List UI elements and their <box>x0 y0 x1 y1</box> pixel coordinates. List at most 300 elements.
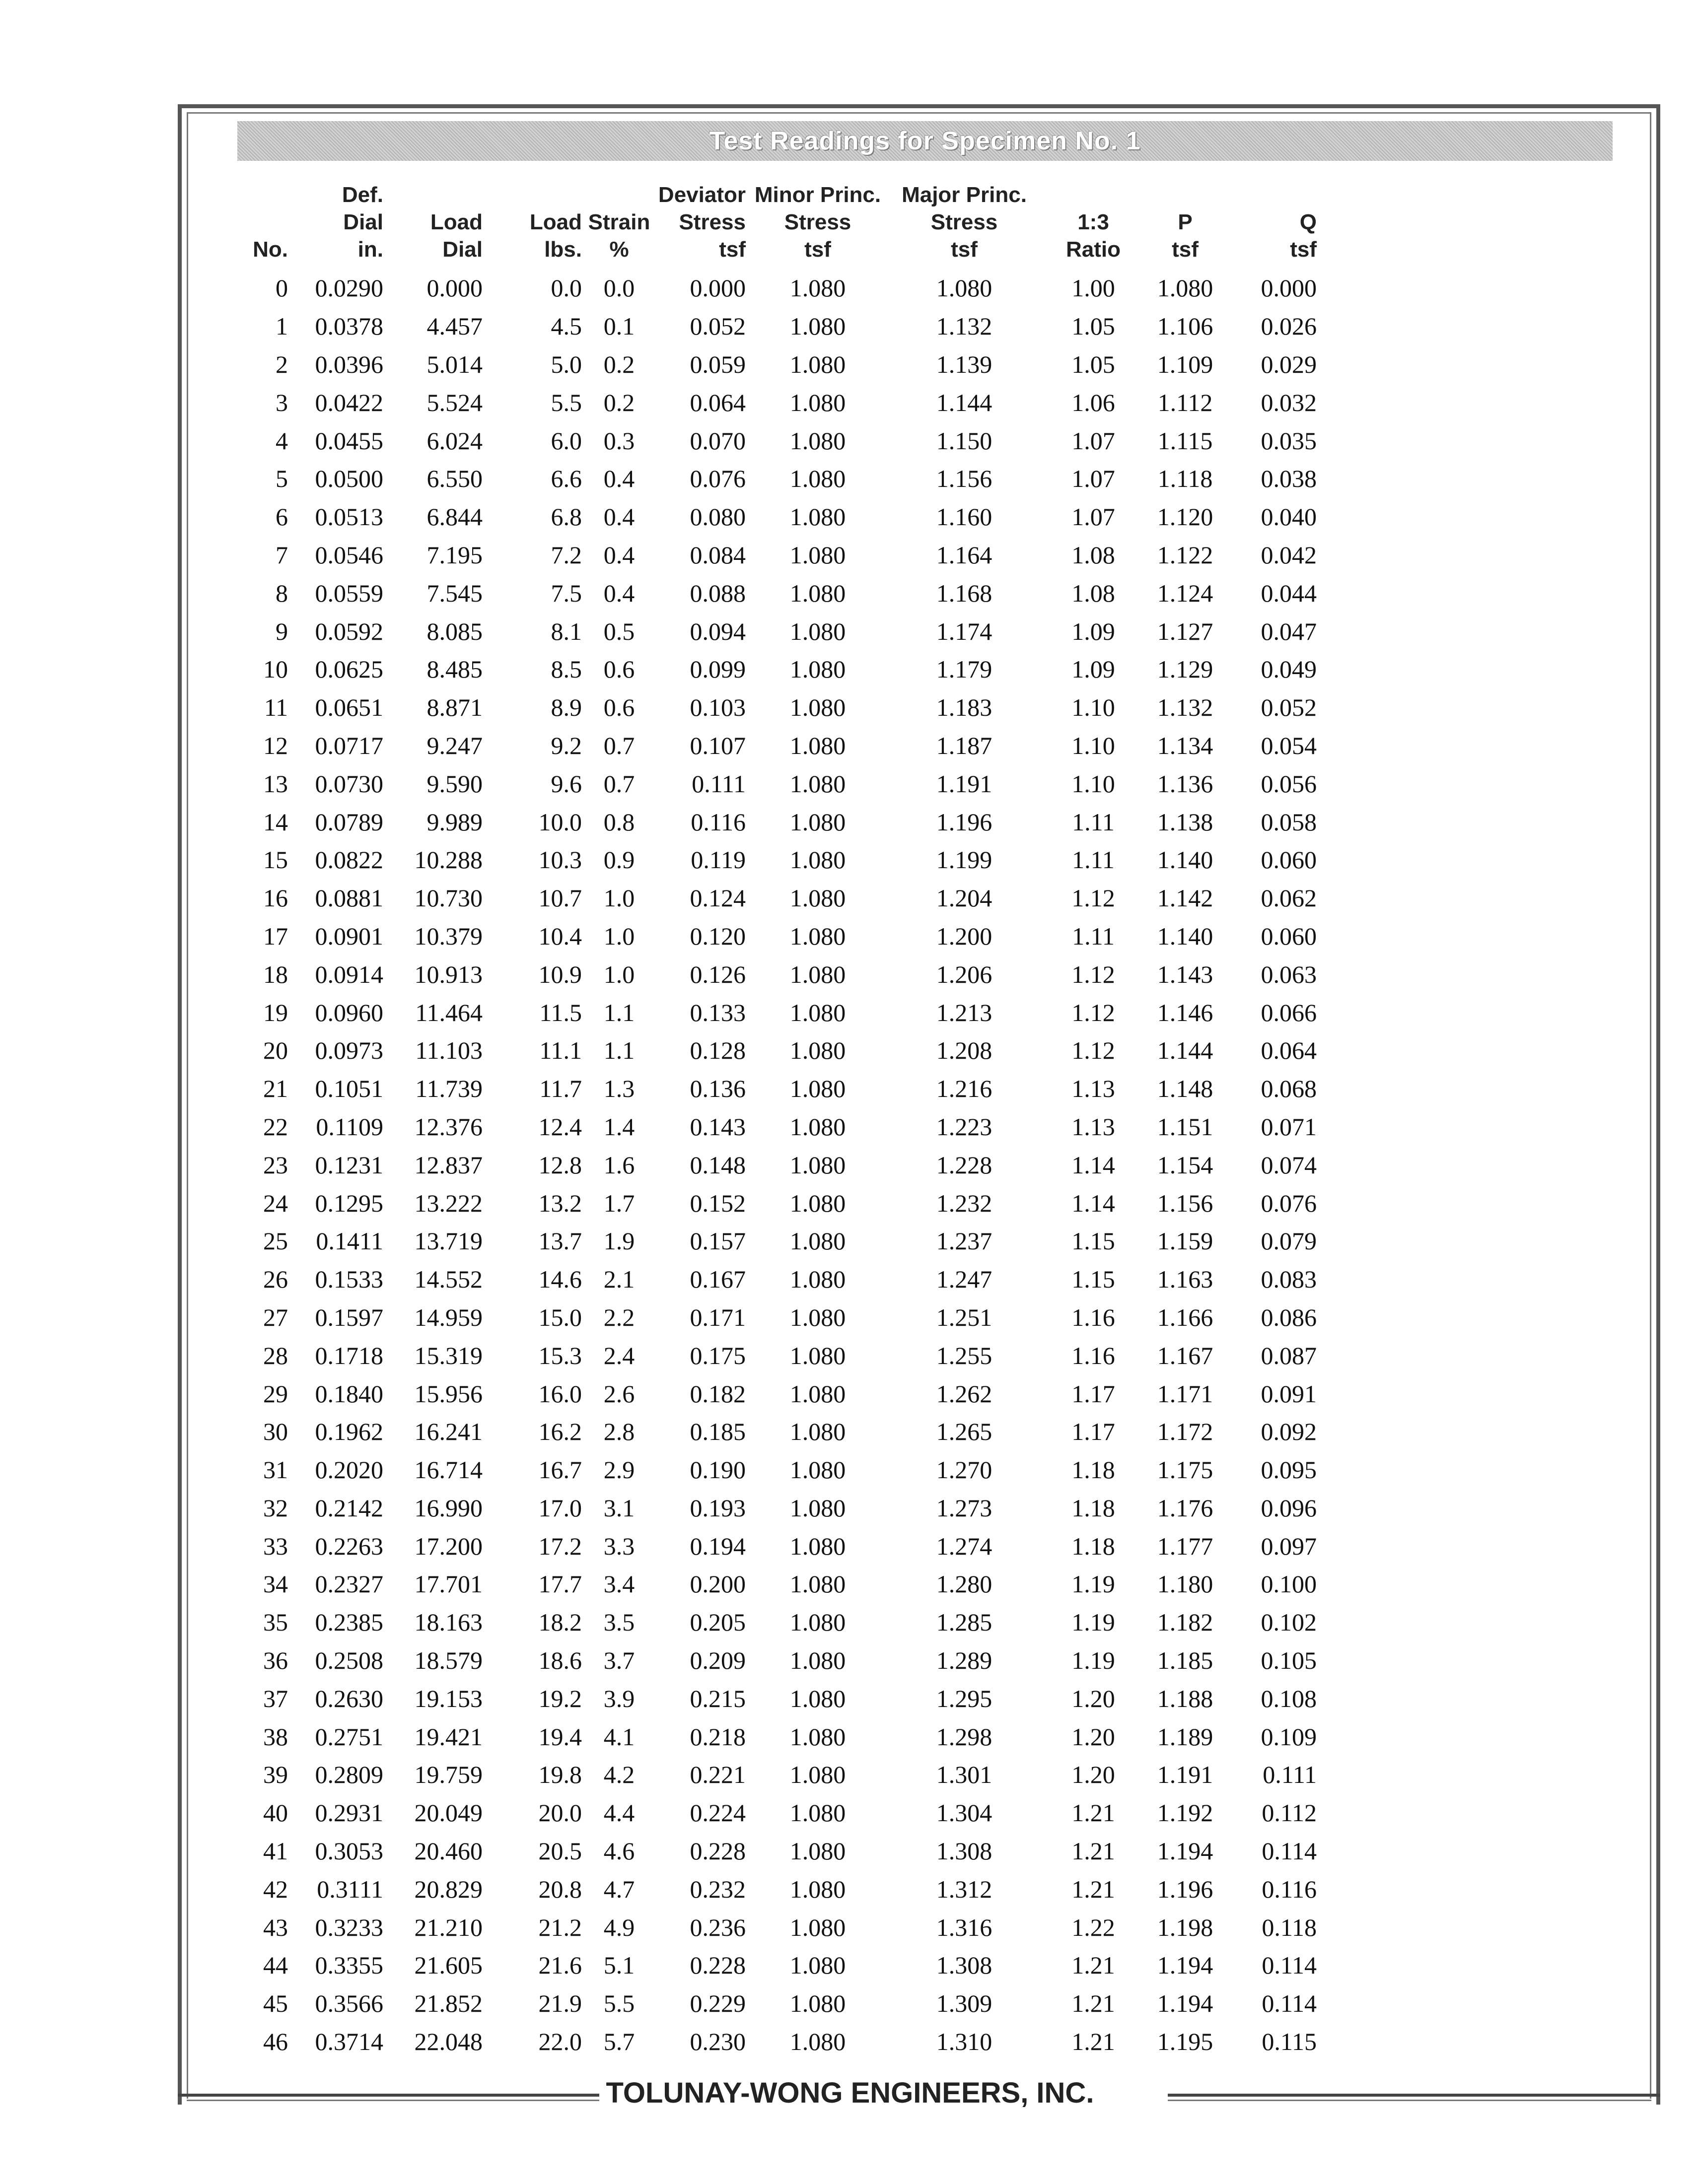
cell-q: 0.071 <box>1261 1112 1317 1141</box>
table-header-row <box>233 174 1317 269</box>
cell-load-lbs: 0.0 <box>551 274 582 302</box>
cell-q: 0.109 <box>1261 1722 1317 1751</box>
cell-q: 0.100 <box>1261 1570 1317 1598</box>
cell-no: 15 <box>263 846 288 874</box>
table-row <box>233 1756 1317 1794</box>
cell-p: 1.188 <box>1157 1684 1213 1712</box>
cell-ratio: 1.21 <box>1071 1837 1115 1865</box>
cell-p: 1.166 <box>1157 1303 1213 1331</box>
cell-major-princ-stress: 1.183 <box>936 693 992 722</box>
cell-major-princ-stress: 1.179 <box>936 655 992 683</box>
cell-load-dial: 9.989 <box>426 808 483 836</box>
cell-major-princ-stress: 1.285 <box>936 1608 992 1637</box>
cell-no: 45 <box>263 1989 288 2018</box>
cell-major-princ-stress: 1.298 <box>936 1722 992 1751</box>
table-row <box>233 536 1317 574</box>
column-header-line: Load <box>529 210 582 234</box>
cell-p: 1.134 <box>1157 731 1213 759</box>
column-header-line <box>1039 181 1148 208</box>
cell-q: 0.058 <box>1261 808 1317 836</box>
cell-no: 18 <box>263 960 288 988</box>
cell-ratio: 1.14 <box>1071 1151 1115 1179</box>
cell-p: 1.146 <box>1157 998 1213 1026</box>
title-banner <box>237 121 1613 161</box>
cell-load-dial: 14.959 <box>414 1303 483 1331</box>
cell-def-dial: 0.1109 <box>316 1112 383 1141</box>
cell-q: 0.044 <box>1261 579 1317 607</box>
cell-major-princ-stress: 1.316 <box>936 1913 992 1941</box>
column-header-line: in. <box>357 237 383 262</box>
table-row <box>233 1260 1317 1298</box>
cell-no: 46 <box>263 2028 288 2056</box>
cell-load-lbs: 4.5 <box>551 312 582 341</box>
cell-load-lbs: 17.0 <box>538 1494 582 1522</box>
cell-q: 0.111 <box>1263 1761 1317 1789</box>
cell-load-lbs: 16.7 <box>538 1456 582 1484</box>
cell-load-dial: 15.319 <box>414 1341 483 1369</box>
cell-minor-princ-stress: 1.080 <box>789 1151 846 1179</box>
cell-no: 12 <box>263 731 288 759</box>
cell-deviator-stress: 0.194 <box>690 1532 746 1560</box>
cell-load-lbs: 13.7 <box>538 1227 582 1255</box>
cell-no: 44 <box>263 1951 288 1979</box>
column-header-line: Major Princ. <box>902 183 1027 207</box>
cell-p: 1.194 <box>1157 1837 1213 1865</box>
cell-major-princ-stress: 1.265 <box>936 1418 992 1446</box>
cell-p: 1.176 <box>1157 1494 1213 1522</box>
cell-strain: 1.1 <box>603 998 635 1026</box>
cell-minor-princ-stress: 1.080 <box>789 1303 846 1331</box>
cell-ratio: 1.07 <box>1071 426 1115 455</box>
cell-strain: 1.0 <box>603 922 635 950</box>
cell-no: 32 <box>263 1494 288 1522</box>
cell-major-princ-stress: 1.196 <box>936 808 992 836</box>
table-row <box>233 1336 1317 1374</box>
page-title: Test Readings for Specimen No. 1 <box>709 127 1141 155</box>
cell-strain: 1.0 <box>603 884 635 912</box>
column-header-strain <box>582 174 656 269</box>
table-row <box>233 1298 1317 1337</box>
cell-load-dial: 17.200 <box>414 1532 483 1560</box>
cell-def-dial: 0.1597 <box>315 1303 383 1331</box>
cell-def-dial: 0.0914 <box>315 960 383 988</box>
cell-minor-princ-stress: 1.080 <box>789 1112 846 1141</box>
cell-load-dial: 20.049 <box>414 1799 483 1827</box>
cell-load-dial: 18.163 <box>414 1608 483 1637</box>
cell-def-dial: 0.1718 <box>315 1341 383 1369</box>
cell-deviator-stress: 0.128 <box>690 1036 746 1065</box>
cell-no: 27 <box>263 1303 288 1331</box>
cell-p: 1.143 <box>1157 960 1213 988</box>
cell-major-princ-stress: 1.204 <box>936 884 992 912</box>
cell-deviator-stress: 0.152 <box>690 1189 746 1217</box>
cell-strain: 2.8 <box>603 1418 635 1446</box>
cell-p: 1.109 <box>1157 350 1213 378</box>
cell-def-dial: 0.0396 <box>315 350 383 378</box>
cell-no: 38 <box>263 1722 288 1751</box>
cell-p: 1.182 <box>1157 1608 1213 1637</box>
column-header-line: No. <box>253 237 288 262</box>
cell-strain: 4.7 <box>603 1875 635 1903</box>
cell-deviator-stress: 0.193 <box>690 1494 746 1522</box>
cell-strain: 5.5 <box>603 1989 635 2018</box>
cell-load-dial: 11.739 <box>415 1075 483 1103</box>
cell-minor-princ-stress: 1.080 <box>789 1684 846 1712</box>
cell-ratio: 1.11 <box>1072 808 1115 836</box>
column-header-ratio <box>1039 174 1148 269</box>
table-row <box>233 688 1317 727</box>
cell-strain: 4.9 <box>603 1913 635 1941</box>
cell-load-lbs: 21.2 <box>538 1913 582 1941</box>
cell-deviator-stress: 0.064 <box>690 388 746 416</box>
cell-minor-princ-stress: 1.080 <box>789 1036 846 1065</box>
table-row <box>233 1031 1317 1070</box>
cell-minor-princ-stress: 1.080 <box>789 960 846 988</box>
cell-load-dial: 6.550 <box>426 465 483 493</box>
cell-deviator-stress: 0.059 <box>690 350 746 378</box>
cell-no: 7 <box>276 541 288 569</box>
cell-major-princ-stress: 1.199 <box>936 846 992 874</box>
cell-def-dial: 0.2630 <box>315 1684 383 1712</box>
cell-ratio: 1.13 <box>1071 1112 1115 1141</box>
cell-minor-princ-stress: 1.080 <box>789 350 846 378</box>
cell-q: 0.060 <box>1261 846 1317 874</box>
cell-ratio: 1.12 <box>1071 1036 1115 1065</box>
cell-deviator-stress: 0.228 <box>690 1837 746 1865</box>
cell-strain: 0.6 <box>603 693 635 722</box>
cell-load-lbs: 6.0 <box>551 426 582 455</box>
cell-load-dial: 16.241 <box>414 1418 483 1446</box>
column-header-line: tsf <box>719 237 746 262</box>
column-header-line: Minor Princ. <box>754 183 881 207</box>
cell-load-dial: 0.000 <box>426 274 483 302</box>
cell-strain: 5.7 <box>603 2028 635 2056</box>
cell-deviator-stress: 0.215 <box>690 1684 746 1712</box>
cell-q: 0.054 <box>1261 731 1317 759</box>
cell-def-dial: 0.0513 <box>315 503 383 531</box>
cell-deviator-stress: 0.185 <box>690 1418 746 1446</box>
cell-no: 6 <box>276 503 288 531</box>
column-header-line: % <box>609 237 629 262</box>
cell-def-dial: 0.3053 <box>315 1837 383 1865</box>
cell-no: 41 <box>263 1837 288 1865</box>
cell-no: 17 <box>263 922 288 950</box>
cell-major-princ-stress: 1.262 <box>936 1379 992 1408</box>
cell-no: 24 <box>263 1189 288 1217</box>
cell-load-dial: 15.956 <box>414 1379 483 1408</box>
cell-q: 0.092 <box>1261 1418 1317 1446</box>
cell-ratio: 1.19 <box>1071 1570 1115 1598</box>
cell-deviator-stress: 0.205 <box>690 1608 746 1637</box>
cell-minor-princ-stress: 1.080 <box>789 1989 846 2018</box>
cell-q: 0.047 <box>1261 617 1317 645</box>
cell-minor-princ-stress: 1.080 <box>789 312 846 341</box>
cell-deviator-stress: 0.052 <box>690 312 746 341</box>
table-row <box>233 498 1317 536</box>
cell-load-lbs: 11.5 <box>539 998 582 1026</box>
cell-no: 3 <box>276 388 288 416</box>
cell-strain: 4.4 <box>603 1799 635 1827</box>
cell-deviator-stress: 0.218 <box>690 1722 746 1751</box>
cell-no: 40 <box>263 1799 288 1827</box>
cell-no: 10 <box>263 655 288 683</box>
cell-p: 1.106 <box>1157 312 1213 341</box>
cell-p: 1.132 <box>1157 693 1213 722</box>
cell-strain: 0.2 <box>603 388 635 416</box>
cell-deviator-stress: 0.148 <box>690 1151 746 1179</box>
cell-strain: 0.7 <box>603 769 635 798</box>
cell-load-lbs: 7.5 <box>551 579 582 607</box>
cell-def-dial: 0.2385 <box>315 1608 383 1637</box>
table-row <box>233 1108 1317 1146</box>
cell-ratio: 1.12 <box>1071 998 1115 1026</box>
cell-deviator-stress: 0.175 <box>690 1341 746 1369</box>
cell-strain: 1.0 <box>603 960 635 988</box>
table-row <box>233 993 1317 1031</box>
cell-deviator-stress: 0.232 <box>690 1875 746 1903</box>
cell-ratio: 1.19 <box>1071 1608 1115 1637</box>
cell-ratio: 1.14 <box>1071 1189 1115 1217</box>
cell-load-dial: 21.605 <box>414 1951 483 1979</box>
cell-load-lbs: 20.8 <box>538 1875 582 1903</box>
cell-ratio: 1.18 <box>1071 1532 1115 1560</box>
cell-ratio: 1.09 <box>1071 655 1115 683</box>
cell-strain: 0.2 <box>603 350 635 378</box>
cell-strain: 1.6 <box>603 1151 635 1179</box>
column-header-line: Stress <box>930 210 998 234</box>
cell-load-dial: 7.545 <box>426 579 483 607</box>
cell-load-dial: 13.222 <box>414 1189 483 1217</box>
column-header-load-dial <box>383 174 483 269</box>
cell-minor-princ-stress: 1.080 <box>789 693 846 722</box>
cell-minor-princ-stress: 1.080 <box>789 1722 846 1751</box>
cell-no: 4 <box>276 426 288 455</box>
cell-minor-princ-stress: 1.080 <box>789 1189 846 1217</box>
column-header-line: P <box>1178 210 1193 234</box>
cell-deviator-stress: 0.099 <box>690 655 746 683</box>
cell-minor-princ-stress: 1.080 <box>789 1341 846 1369</box>
cell-major-princ-stress: 1.187 <box>936 731 992 759</box>
column-header-major-princ-stress <box>890 174 1039 269</box>
cell-def-dial: 0.0717 <box>315 731 383 759</box>
cell-load-lbs: 14.6 <box>538 1265 582 1294</box>
cell-load-lbs: 8.9 <box>551 693 582 722</box>
cell-p: 1.189 <box>1157 1722 1213 1751</box>
cell-p: 1.127 <box>1157 617 1213 645</box>
cell-ratio: 1.21 <box>1071 1989 1115 2018</box>
column-header-line: Ratio <box>1066 237 1121 262</box>
cell-strain: 0.1 <box>603 312 635 341</box>
table-row <box>233 1641 1317 1680</box>
cell-no: 34 <box>263 1570 288 1598</box>
cell-p: 1.192 <box>1157 1799 1213 1827</box>
cell-load-dial: 6.844 <box>426 503 483 531</box>
cell-load-lbs: 15.3 <box>538 1341 582 1369</box>
cell-p: 1.196 <box>1157 1875 1213 1903</box>
cell-p: 1.180 <box>1157 1570 1213 1598</box>
cell-p: 1.115 <box>1157 426 1213 455</box>
cell-def-dial: 0.1533 <box>315 1265 383 1294</box>
cell-minor-princ-stress: 1.080 <box>789 884 846 912</box>
cell-q: 0.112 <box>1262 1799 1317 1827</box>
cell-ratio: 1.00 <box>1071 274 1115 302</box>
cell-deviator-stress: 0.230 <box>690 2028 746 2056</box>
cell-deviator-stress: 0.182 <box>690 1379 746 1408</box>
cell-def-dial: 0.0559 <box>315 579 383 607</box>
cell-def-dial: 0.1840 <box>315 1379 383 1408</box>
cell-p: 1.159 <box>1157 1227 1213 1255</box>
company-name: TOLUNAY-WONG ENGINEERS, INC. <box>599 2077 1101 2109</box>
table-row <box>233 955 1317 993</box>
cell-load-dial: 19.153 <box>414 1684 483 1712</box>
cell-load-lbs: 16.0 <box>538 1379 582 1408</box>
cell-p: 1.198 <box>1157 1913 1213 1941</box>
cell-p: 1.124 <box>1157 579 1213 607</box>
cell-no: 13 <box>263 769 288 798</box>
cell-load-dial: 16.990 <box>414 1494 483 1522</box>
cell-deviator-stress: 0.229 <box>690 1989 746 2018</box>
table-row <box>233 1984 1317 2023</box>
cell-major-princ-stress: 1.312 <box>936 1875 992 1903</box>
table-row <box>233 1832 1317 1870</box>
cell-q: 0.087 <box>1261 1341 1317 1369</box>
cell-p: 1.144 <box>1157 1036 1213 1065</box>
cell-p: 1.172 <box>1157 1418 1213 1446</box>
cell-load-lbs: 10.4 <box>538 922 582 950</box>
cell-def-dial: 0.0500 <box>315 465 383 493</box>
cell-ratio: 1.13 <box>1071 1075 1115 1103</box>
cell-load-dial: 12.376 <box>414 1112 483 1141</box>
cell-load-lbs: 12.4 <box>538 1112 582 1141</box>
cell-load-lbs: 18.2 <box>538 1608 582 1637</box>
cell-no: 19 <box>263 998 288 1026</box>
cell-minor-princ-stress: 1.080 <box>789 1532 846 1560</box>
cell-minor-princ-stress: 1.080 <box>789 465 846 493</box>
cell-no: 14 <box>263 808 288 836</box>
cell-q: 0.086 <box>1261 1303 1317 1331</box>
column-header-line: Dial <box>343 210 383 234</box>
column-header-no <box>233 174 288 269</box>
cell-ratio: 1.10 <box>1071 693 1115 722</box>
company-footer <box>0 2076 1700 2111</box>
cell-minor-princ-stress: 1.080 <box>789 846 846 874</box>
table-row <box>233 1070 1317 1108</box>
cell-minor-princ-stress: 1.080 <box>789 731 846 759</box>
cell-ratio: 1.19 <box>1071 1646 1115 1675</box>
cell-strain: 2.4 <box>603 1341 635 1369</box>
table-row <box>233 803 1317 841</box>
cell-load-lbs: 19.2 <box>538 1684 582 1712</box>
cell-q: 0.062 <box>1261 884 1317 912</box>
cell-def-dial: 0.0378 <box>315 312 383 341</box>
table-row <box>233 650 1317 688</box>
table-row <box>233 574 1317 612</box>
cell-p: 1.171 <box>1157 1379 1213 1408</box>
cell-ratio: 1.21 <box>1071 1799 1115 1827</box>
cell-minor-princ-stress: 1.080 <box>789 769 846 798</box>
cell-load-lbs: 12.8 <box>538 1151 582 1179</box>
cell-deviator-stress: 0.157 <box>690 1227 746 1255</box>
cell-ratio: 1.17 <box>1071 1418 1115 1446</box>
cell-ratio: 1.08 <box>1071 541 1115 569</box>
cell-no: 20 <box>263 1036 288 1065</box>
column-header-def-dial <box>288 174 383 269</box>
cell-no: 1 <box>276 312 288 341</box>
cell-major-princ-stress: 1.208 <box>936 1036 992 1065</box>
cell-load-dial: 5.014 <box>426 350 483 378</box>
table-row <box>233 269 1317 307</box>
cell-def-dial: 0.0789 <box>315 808 383 836</box>
cell-major-princ-stress: 1.160 <box>936 503 992 531</box>
cell-ratio: 1.07 <box>1071 503 1115 531</box>
cell-deviator-stress: 0.094 <box>690 617 746 645</box>
cell-q: 0.056 <box>1261 769 1317 798</box>
cell-q: 0.076 <box>1261 1189 1317 1217</box>
cell-minor-princ-stress: 1.080 <box>789 808 846 836</box>
cell-deviator-stress: 0.136 <box>690 1075 746 1103</box>
cell-major-princ-stress: 1.168 <box>936 579 992 607</box>
table-row <box>233 1603 1317 1641</box>
cell-ratio: 1.21 <box>1071 1951 1115 1979</box>
cell-p: 1.154 <box>1157 1151 1213 1179</box>
column-header-p <box>1148 174 1222 269</box>
cell-load-dial: 18.579 <box>414 1646 483 1675</box>
cell-def-dial: 0.0651 <box>315 693 383 722</box>
cell-no: 37 <box>263 1684 288 1712</box>
cell-minor-princ-stress: 1.080 <box>789 1494 846 1522</box>
cell-def-dial: 0.3233 <box>315 1913 383 1941</box>
cell-load-dial: 8.485 <box>426 655 483 683</box>
cell-q: 0.096 <box>1261 1494 1317 1522</box>
cell-strain: 0.9 <box>603 846 635 874</box>
cell-minor-princ-stress: 1.080 <box>789 1799 846 1827</box>
cell-major-princ-stress: 1.295 <box>936 1684 992 1712</box>
cell-minor-princ-stress: 1.080 <box>789 655 846 683</box>
cell-q: 0.116 <box>1262 1875 1317 1903</box>
cell-load-lbs: 19.8 <box>538 1761 582 1789</box>
column-header-line <box>233 181 288 208</box>
table-row <box>233 1222 1317 1260</box>
cell-deviator-stress: 0.116 <box>691 808 746 836</box>
cell-ratio: 1.20 <box>1071 1761 1115 1789</box>
cell-deviator-stress: 0.076 <box>690 465 746 493</box>
cell-load-lbs: 22.0 <box>538 2028 582 2056</box>
cell-def-dial: 0.1411 <box>316 1227 383 1255</box>
cell-load-dial: 8.871 <box>426 693 483 722</box>
cell-deviator-stress: 0.111 <box>692 769 746 798</box>
cell-strain: 3.9 <box>603 1684 635 1712</box>
cell-major-princ-stress: 1.310 <box>936 2028 992 2056</box>
column-header-line: Dial <box>442 237 483 262</box>
cell-def-dial: 0.0422 <box>315 388 383 416</box>
cell-minor-princ-stress: 1.080 <box>789 2028 846 2056</box>
cell-strain: 2.9 <box>603 1456 635 1484</box>
cell-load-lbs: 5.5 <box>551 388 582 416</box>
cell-strain: 3.3 <box>603 1532 635 1560</box>
cell-load-dial: 4.457 <box>426 312 483 341</box>
cell-p: 1.138 <box>1157 808 1213 836</box>
cell-load-lbs: 6.6 <box>551 465 582 493</box>
cell-deviator-stress: 0.228 <box>690 1951 746 1979</box>
cell-load-lbs: 16.2 <box>538 1418 582 1446</box>
column-header-minor-princ-stress <box>746 174 890 269</box>
cell-load-dial: 19.421 <box>414 1722 483 1751</box>
cell-def-dial: 0.0960 <box>315 998 383 1026</box>
cell-no: 35 <box>263 1608 288 1637</box>
cell-ratio: 1.20 <box>1071 1722 1115 1751</box>
cell-p: 1.080 <box>1157 274 1213 302</box>
table-row <box>233 841 1317 879</box>
